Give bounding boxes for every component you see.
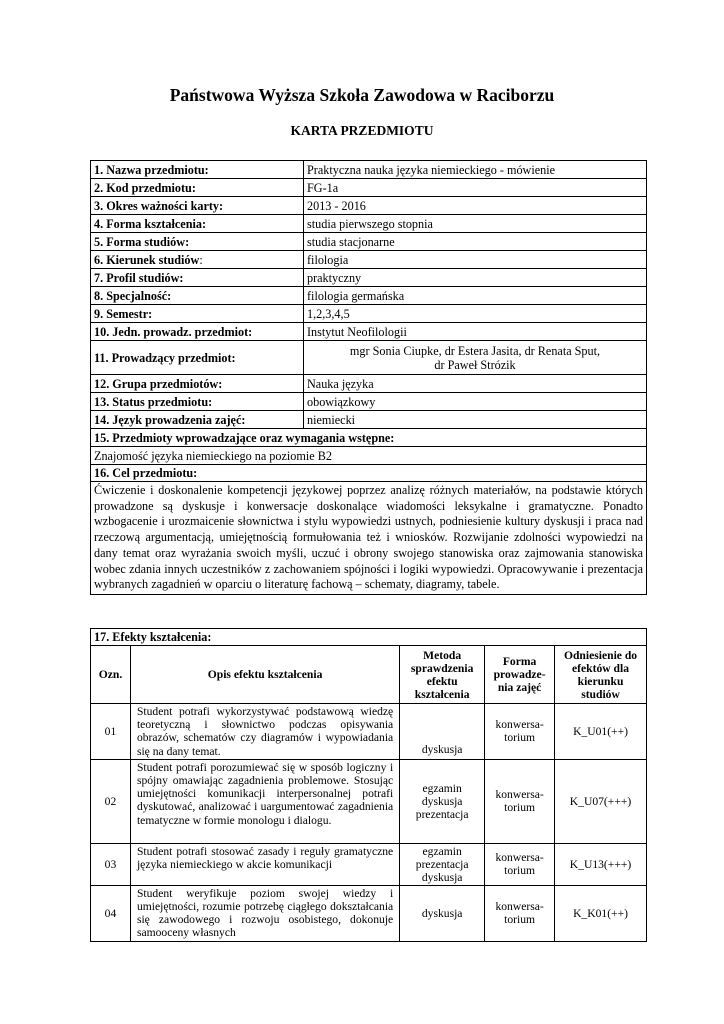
info-row: [91, 197, 647, 215]
info-label: 13. Status przedmiotu:: [91, 393, 304, 411]
section-16-text: Ćwiczenie i doskonalenie kompetencji językowej poprzez analizę różnych materiałów, na podstawie których prowadzone są dyskusje i konwersacje doskonalące wiadomości leksykalne i gramatyczne. Ponadto wzbogacenie i urozmaicenie słownictwa i stylu wypowiedzi ustnych, podniesienie kultury dyskusji i praca nad rzeczową argumentacją, umiejętnością formułowania też i wniosków. Rozwijanie zdolności wypowiedzi na dany temat oraz wyrażania swoich myśli, uczuć i obrony swojego stanowiska oraz zajmowania stanowiska wobec zdania innych uczestników z zachowaniem spójności i logiki wypowiedzi. Opracowywanie i prezentacja wybranych zagadnień w oparciu o literaturę fachową – schematy, diagramy, tabele.: [91, 482, 647, 595]
section-header-row: [91, 465, 647, 482]
institution-title: Państwowa Wyższa Szkoła Zawodowa w Raciborzu: [169, 85, 555, 105]
section-header-row: [91, 429, 647, 447]
outcome-reference: K_K01(++): [555, 885, 647, 941]
col-header-odniesienie: Odniesienie do efektów dla kierunku studiów: [555, 646, 647, 704]
section-text-row: [91, 447, 647, 465]
learning-outcomes-table: [90, 628, 647, 942]
info-row: [91, 411, 647, 429]
col-header-ozn: Ozn.: [91, 646, 131, 704]
info-label: 5. Forma studiów:: [91, 233, 304, 251]
outcome-form: konwersa-torium: [485, 885, 555, 941]
info-value: filologia germańska: [304, 287, 647, 305]
info-value: Praktyczna nauka języka niemieckiego - mówienie: [304, 161, 647, 179]
info-row: [91, 375, 647, 393]
course-info-table: [90, 160, 647, 595]
info-label: 3. Okres ważności karty:: [91, 197, 304, 215]
document-title: KARTA PRZEDMIOTU: [290, 123, 434, 138]
info-value: filologia: [304, 251, 647, 269]
info-label: 4. Forma kształcenia:: [91, 215, 304, 233]
col-header-opis: Opis efektu kształcenia: [130, 646, 399, 704]
table-row: [91, 843, 647, 885]
outcome-description: Student potrafi stosować zasady i reguły gramatyczne języka niemieckiego w akcie komunikacji: [130, 843, 399, 885]
info-row: [91, 393, 647, 411]
info-value: obowiązkowy: [304, 393, 647, 411]
section-15-title: 15. Przedmioty wprowadzające oraz wymagania wstępne:: [91, 429, 647, 447]
info-label-text: 6. Kierunek studiów: [94, 252, 200, 267]
info-row: [91, 341, 647, 375]
info-label-colon: :: [199, 252, 203, 267]
col-header-metoda: Metoda sprawdzenia efektu kształcenia: [400, 646, 485, 704]
info-label: 11. Prowadzący przedmiot:: [91, 341, 304, 375]
info-row: [91, 305, 647, 323]
info-label: 7. Profil studiów:: [91, 269, 304, 287]
info-value: Instytut Neofilologii: [304, 323, 647, 341]
info-row: [91, 233, 647, 251]
info-row: [91, 161, 647, 179]
info-label: 8. Specjalność:: [91, 287, 304, 305]
outcome-code: 02: [91, 759, 131, 843]
info-value: studia stacjonarne: [304, 233, 647, 251]
info-value: FG-1a: [304, 179, 647, 197]
info-label: [91, 251, 304, 269]
outcome-description: Student potrafi wykorzystywać podstawową wiedzę teoretyczną i słownictwo podczas opisywania obrazów, schematów czy diagramów i wypowiadania się na dany temat.: [130, 704, 399, 760]
info-row: [91, 179, 647, 197]
info-row: [91, 323, 647, 341]
outcome-description: Student potrafi porozumiewać się w sposób logiczny i spójny omawiając zagadnienia problemowe. Stosując umiejętności komunikacji interpersonalnej potrafi dyskutować, analizować i uargumentować zagadnienia tematyczne w formie monologu i dialogu.: [130, 759, 399, 843]
section-header-row: [91, 629, 647, 646]
col-header-forma: Forma prowadze-nia zajęć: [485, 646, 555, 704]
info-value: 1,2,3,4,5: [304, 305, 647, 323]
info-label: 14. Język prowadzenia zajęć:: [91, 411, 304, 429]
outcome-method: dyskusja: [400, 885, 485, 941]
section-17-title: 17. Efekty kształcenia:: [91, 629, 647, 646]
outcome-form: konwersa-torium: [485, 843, 555, 885]
table-row: [91, 704, 647, 760]
info-row: [91, 287, 647, 305]
outcome-reference: K_U01(++): [555, 704, 647, 760]
info-label: 12. Grupa przedmiotów:: [91, 375, 304, 393]
info-label: 9. Semestr:: [91, 305, 304, 323]
info-row: [91, 215, 647, 233]
outcome-form: konwersa-torium: [485, 704, 555, 760]
info-value: praktyczny: [304, 269, 647, 287]
info-label: 10. Jedn. prowadz. przedmiot:: [91, 323, 304, 341]
info-value: [304, 341, 647, 375]
outcome-reference: K_U13(+++): [555, 843, 647, 885]
outcome-method: egzamin dyskusja prezentacja: [400, 759, 485, 843]
section-text-row: [91, 482, 647, 595]
outcome-reference: K_U07(+++): [555, 759, 647, 843]
lecturers-line-2: dr Paweł Strózik: [434, 357, 516, 372]
section-16-title: 16. Cel przedmiotu:: [91, 465, 647, 482]
outcome-method: egzamin prezentacja dyskusja: [400, 843, 485, 885]
info-label: 2. Kod przedmiotu:: [91, 179, 304, 197]
outcome-code: 03: [91, 843, 131, 885]
outcomes-header-row: [91, 646, 647, 704]
outcome-code: 01: [91, 704, 131, 760]
lecturers-line-1: mgr Sonia Ciupke, dr Estera Jasita, dr Renata Sput,: [349, 343, 601, 358]
table-row: [91, 885, 647, 941]
section-15-text: Znajomość języka niemieckiego na poziomie B2: [91, 447, 647, 465]
info-value: niemiecki: [304, 411, 647, 429]
info-row: [91, 251, 647, 269]
info-label: 1. Nazwa przedmiotu:: [91, 161, 304, 179]
table-row: [91, 759, 647, 843]
info-value: Nauka języka: [304, 375, 647, 393]
outcome-description: Student weryfikuje poziom swojej wiedzy i umiejętności, rozumie potrzebę ciągłego dokształcania się zawodowego i rozwoju osobistego, dokonuje samooceny własnych: [130, 885, 399, 941]
info-row: [91, 269, 647, 287]
outcome-method: dyskusja: [400, 704, 485, 760]
outcome-form: konwersa-torium: [485, 759, 555, 843]
outcome-code: 04: [91, 885, 131, 941]
info-value: 2013 - 2016: [304, 197, 647, 215]
info-value: studia pierwszego stopnia: [304, 215, 647, 233]
